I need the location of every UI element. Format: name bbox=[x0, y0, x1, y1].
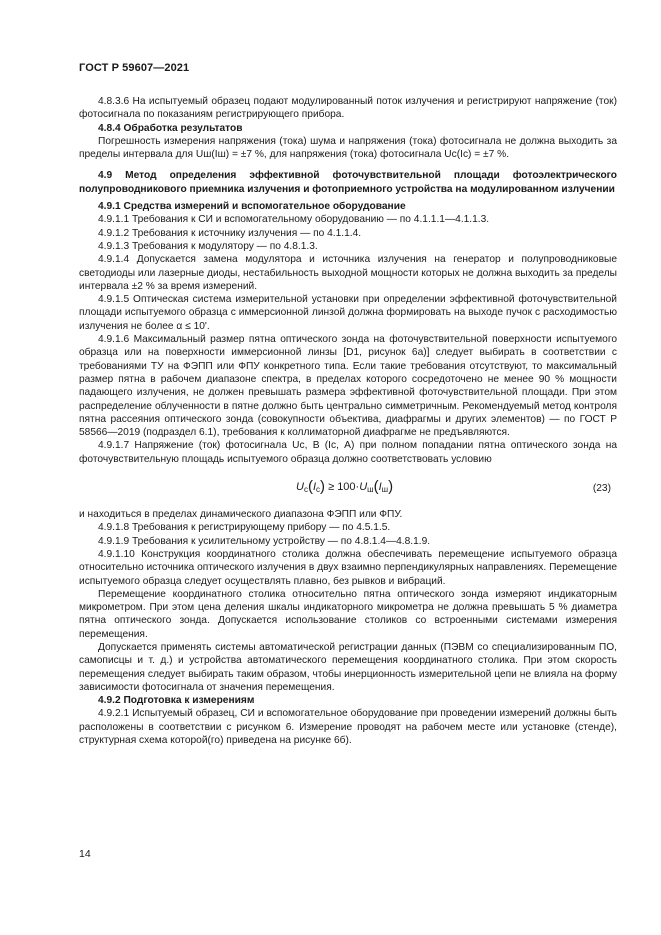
paragraph: Допускается применять системы автоматической регистрации данных (ПЭВМ со специализированным ПО, самописцы и т. д.) и устройства автоматического перемещения координатного столика. При этом скорость перемещения следует выбирать таким образом, чтобы инерционность измерительной цепи не влияла на форму зависимости фотосигнала от значения перемещения. bbox=[79, 641, 617, 693]
paragraph: 4.9.1.2 Требования к источнику излучения — по 4.1.1.4. bbox=[98, 227, 362, 239]
paragraph: 4.9.1.7 Напряжение (ток) фотосигнала Uc, В (Ic, А) при полном попадании пятна оптического зонда на фоточувствительную площадь испытуемого образца должно соответствовать условию bbox=[79, 440, 617, 465]
paragraph: Погрешность измерения напряжения (тока) шума и напряжения (тока) фотосигнала не должна выходить за пределы интервала для Uш(Iш) = ±7 %, для напряжения (тока) фотосигнала Uc(Ic) = ±7 %. bbox=[79, 135, 617, 161]
paragraph: 4.9.1.5 Оптическая система измерительной установки при определении эффективной фоточувствительной площади испытуемого образца с иммерсионной линзой должна формировать на выходе пучок с расходимостью излучения не более α ≤ 10'. bbox=[79, 294, 617, 332]
paragraph: 4.9.1.9 Требования к усилительному устройству — по 4.8.1.4—4.8.1.9. bbox=[98, 535, 431, 547]
paragraph: 4.9.1.6 Максимальный размер пятна оптического зонда на фоточувствительной поверхности испытуемого образца или на поверхности иммерсионной линзы [D1, рисунок 6а)] следует выбирать в соответствии с требованиями ТУ на ФЭПП или ФПУ конкретного типа. Если такие требования отсутствуют, то максимальный размер пятна в рабочем диапазоне спектра, в пределах которого сосредоточено не менее 90 % мощности падающего излучения, не должен превышать размера эффективной фоточувствительной площади. При этом распределение облученности в пятне должно быть центрально симметричным. Рекомендуемый метод контроля пятна рассеяния оптического зонда (совокупности объектива, диафрагмы и других элементов) — по ГОСТ Р 58566—2019 (подраздел 6.1), требования к коллиматорной диафрагме не предъявляются. bbox=[79, 334, 617, 439]
paragraph: 4.9.1.4 Допускается замена модулятора и источника излучения на генератор и полупроводниковые светодиоды или лазерные диоды, нестабильность выходной мощности которых не должна выходить за пределы интервала ±2 % за время измерений. bbox=[79, 254, 617, 292]
subsection-heading: 4.9.1 Средства измерений и вспомогательное оборудование bbox=[98, 201, 406, 213]
paragraph: Перемещение координатного столика относительно пятна оптического зонда измеряют индикаторным микрометром. При этом цена деления шкалы индикаторного микрометра не должна превышать 5 % диаметра пятна оптического зонда. Допускается использование столиков со встроенными системами измерения перемещения. bbox=[79, 588, 617, 640]
section-heading: 4.9 Метод определения эффективной фоточувствительной площади фотоэлектрического полупроводникового приемника излучения и фотоприемного устройства на модулированном излучении bbox=[79, 170, 617, 195]
paragraph: 4.9.1.10 Конструкция координатного столика должна обеспечивать перемещение испытуемого образца относительно источника оптического излучения в двух взаимно перпендикулярных направлениях. Перемещение испытуемого образца следует осуществлять плавно, без рывков и вибраций. bbox=[79, 548, 617, 587]
document-header: ГОСТ Р 59607—2021 bbox=[79, 62, 190, 74]
formula-number: (23) bbox=[592, 483, 611, 495]
section-heading: 4.8.4 Обработка результатов bbox=[98, 122, 243, 134]
paragraph: 4.8.3.6 На испытуемый образец подают модулированный поток излучения и регистрируют напряжение (ток) фотосигнала по показаниям регистрирующего прибора. bbox=[79, 96, 617, 121]
paragraph: 4.9.1.1 Требования к СИ и вспомогательному оборудованию — по 4.1.1.1—4.1.1.3. bbox=[98, 214, 490, 226]
document-body bbox=[79, 95, 617, 747]
paragraph: 4.9.1.3 Требования к модулятору — по 4.8.1.3. bbox=[98, 240, 318, 252]
page-number: 14 bbox=[79, 848, 91, 860]
paragraph: и находиться в пределах динамического диапазона ФЭПП или ФПУ. bbox=[79, 509, 403, 521]
formula-expression: Uc(Ic) ≥ 100·Uш(Iш) bbox=[296, 478, 394, 496]
formula-23 bbox=[79, 474, 617, 504]
paragraph: 4.9.2.1 Испытуемый образец, СИ и вспомогательное оборудование при проведении измерений должны быть расположены в соответствии с рисунком 6. Измерение проводят на рабочем месте или установке (стенде), структурная схема которой(го) приведена на рисунке 6б). bbox=[79, 708, 617, 747]
subsection-heading: 4.9.2 Подготовка к измерениям bbox=[98, 695, 255, 707]
paragraph: 4.9.1.8 Требования к регистрирующему прибору — по 4.5.1.5. bbox=[98, 522, 391, 534]
